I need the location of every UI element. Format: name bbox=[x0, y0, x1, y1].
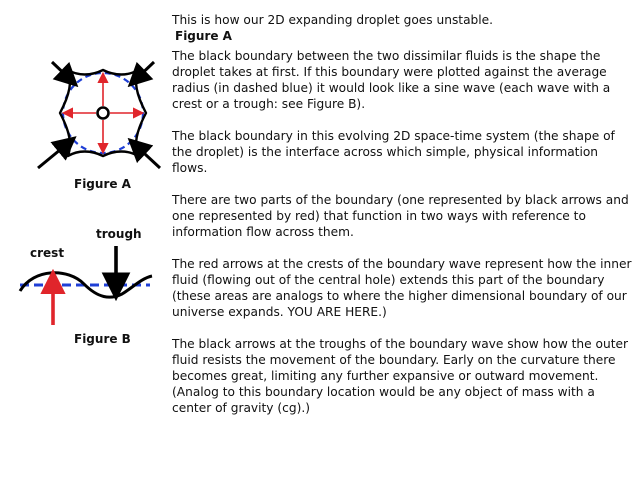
paragraph-1: The black boundary between the two dissimilar fluids is the shape the droplet takes at first. If this boundary were plotted against the average radius (in dashed blue) it would look like a sine wave (each wave with a crest or a trough: see Figure B). bbox=[172, 49, 611, 111]
paragraph-5: The black arrows at the troughs of the boundary wave show how the outer fluid resists the movement of the boundary. Early on the curvature there becomes great, limiting any further expansive or outward movement. (Analog to this boundary location would be any object of mass with a center of gravity (cg).) bbox=[172, 337, 629, 415]
figure-a-label: Figure A bbox=[74, 177, 131, 191]
paragraph-4: The red arrows at the crests of the boundary wave represent how the inner fluid (flowing out of the central hole) extends this part of the boundary (these areas are analogs to where the higher dimensional boundary of our universe expands. YOU ARE HERE.) bbox=[172, 257, 632, 319]
intro-line: This is how our 2D expanding droplet goes unstable. bbox=[172, 13, 494, 27]
central-hole bbox=[98, 108, 109, 119]
paragraph-3: There are two parts of the boundary (one represented by black arrows and one represented by red) that function in two ways with reference to information flow across them. bbox=[172, 193, 629, 239]
figure-a-droplet-diagram bbox=[30, 50, 180, 180]
figure-a-heading: Figure A bbox=[175, 29, 232, 43]
crest-label: crest bbox=[30, 246, 65, 260]
paragraph-2: The black boundary in this evolving 2D space-time system (the shape of the droplet) is the interface across which simple, physical information flows. bbox=[172, 129, 615, 175]
trough-label: trough bbox=[96, 227, 142, 241]
explanation-text bbox=[172, 12, 634, 432]
figure-b-wave-diagram bbox=[18, 228, 158, 328]
figure-b-label: Figure B bbox=[74, 332, 131, 346]
